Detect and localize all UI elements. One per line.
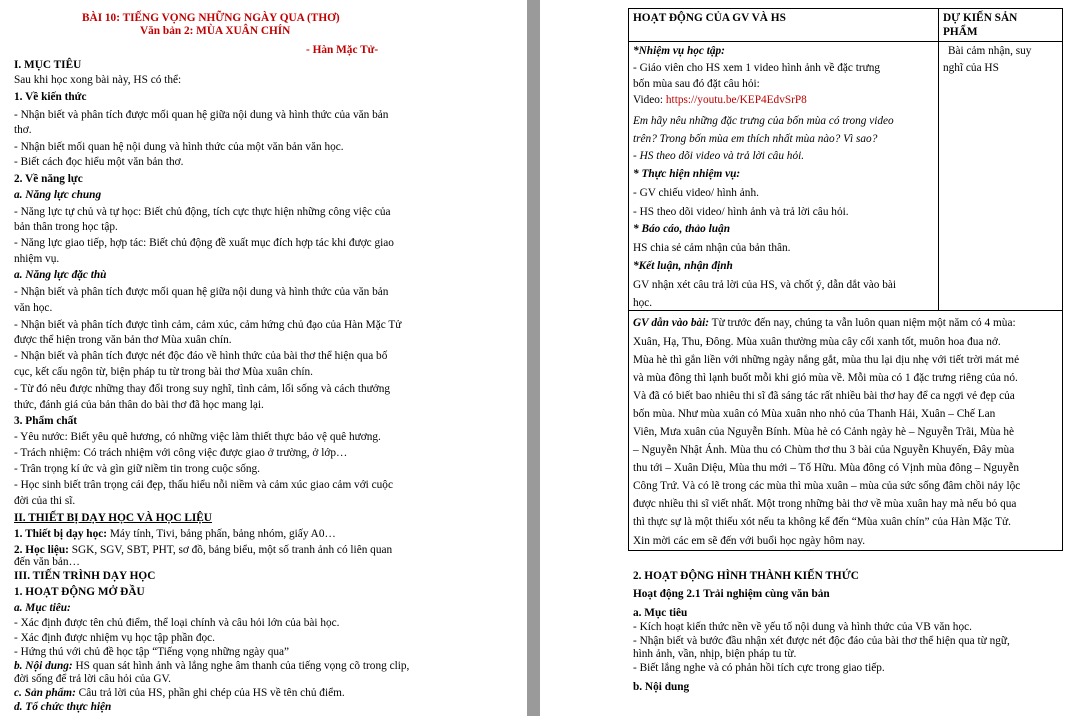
- table-header-product-cont: PHẨM: [943, 26, 978, 38]
- paragraph: - Trách nhiệm: Có trách nhiệm với công việc được giao ở trường, ở lớp…: [14, 447, 348, 459]
- paragraph: Công Trứ. Và có lẽ trong các mùa thì mùa xuân – mùa của sức sống đâm chồi nảy lộc: [633, 480, 1021, 492]
- paragraph: HS chia sẻ cảm nhận của bản thân.: [633, 242, 791, 254]
- step-label: * Báo cáo, thảo luận: [633, 223, 730, 235]
- table-column-divider: [938, 8, 939, 311]
- paragraph: 2. Học liệu: SGK, SGV, SBT, PHT, sơ đồ, bảng biểu, một số tranh ảnh có liên quan: [14, 544, 393, 556]
- paragraph: được nhiều thi sĩ viết nhất. Một trong những bài thơ về mùa xuân hay mà nếu bỏ qua: [633, 498, 1017, 510]
- section-heading: 2. HOẠT ĐỘNG HÌNH THÀNH KIẾN THỨC: [633, 570, 859, 582]
- paragraph: Xuân, Hạ, Thu, Đông. Mùa xuân thường mùa cây cối xanh tốt, muôn hoa đua nở.: [633, 336, 1001, 348]
- paragraph: GV dẫn vào bài: Từ trước đến nay, chúng ta vẫn luôn quan niệm một năm có 4 mùa:: [633, 317, 1016, 329]
- task-label: *Nhiệm vụ học tập:: [633, 45, 725, 57]
- paragraph: đời sống để trả lời câu hỏi của GV.: [14, 673, 171, 685]
- paragraph: bản thân trong học tập.: [14, 221, 118, 233]
- section-heading: II. THIẾT BỊ DẠY HỌC VÀ HỌC LIỆU: [14, 512, 212, 524]
- paragraph: thu tới – Xuân Diệu, Mùa thu mới – Tố Hữu. Mùa đông có Vịnh mùa đông – Nguyễn: [633, 462, 1020, 474]
- paragraph: - Nhận biết và phân tích được mối quan hệ giữa nội dung và hình thức của văn bản: [14, 286, 389, 298]
- paragraph: - Biết cách đọc hiểu một văn bản thơ.: [14, 156, 184, 168]
- author: - Hàn Mặc Tử-: [306, 44, 379, 56]
- subsection-heading: 2. Về năng lực: [14, 173, 83, 185]
- paragraph: - HS theo dõi video và trả lời câu hỏi.: [633, 150, 805, 162]
- paragraph: - Yêu nước: Biết yêu quê hương, có những việc làm thiết thực bảo vệ quê hương.: [14, 431, 381, 443]
- paragraph: - Trân trọng kí ức và gìn giữ niềm tin trong cuộc sống.: [14, 463, 261, 475]
- paragraph: - GV chiếu video/ hình ảnh.: [633, 187, 759, 199]
- step-label: * Thực hiện nhiệm vụ:: [633, 168, 741, 180]
- paragraph: hình ảnh, vần, nhịp, biện pháp tu từ.: [633, 648, 797, 660]
- paragraph: b. Nội dung: HS quan sát hình ảnh và lắng nghe âm thanh của tiếng vọng cõ trong clip,: [14, 660, 410, 672]
- paragraph: - Nhận biết và phân tích được nét độc đáo về hình thức của bài thơ thể hiện qua bố: [14, 350, 388, 362]
- paragraph: - Từ đó nêu được những thay đổi trong suy nghĩ, tình cảm, lối sống và cách thưởng: [14, 383, 391, 395]
- question: Em hãy nêu những đặc trưng của bốn mùa có trong video: [633, 115, 894, 127]
- paragraph: - Kích hoạt kiến thức nền về yếu tố nội dung và hình thức của VB văn học.: [633, 621, 972, 633]
- subsection-heading: a. Mục tiêu:: [14, 602, 71, 614]
- paragraph: c. Sản phẩm: Câu trả lời của HS, phần ghi chép của HS về tên chủ điểm.: [14, 687, 345, 699]
- paragraph: và mùa đông thì lạnh buốt mỗi khi gió mùa về. Mỗi mùa có 1 đặc trưng riêng của nó.: [633, 372, 1018, 384]
- paragraph: – Nguyễn Nhật Ánh. Mùa thu có Chùm thơ thu 3 bài của Nguyễn Khuyến, Đây mùa: [633, 444, 1015, 456]
- paragraph: - Năng lực giao tiếp, hợp tác: Biết chủ động đề xuất mục đích hợp tác khi được giao: [14, 237, 394, 249]
- paragraph: - Nhận biết và bước đầu nhận xét được nét độc đáo của bài thơ thể hiện qua từ ngữ,: [633, 635, 1010, 647]
- video-link[interactable]: https://youtu.be/KEP4EdvSrP8: [665, 94, 807, 106]
- paragraph: thì thực sự là một thiếu xót nếu ta không kể đến “Mùa xuân chín” của Hàn Mặc Tử.: [633, 516, 1011, 528]
- paragraph: cục, kết cấu ngôn từ, biện pháp tu từ trong bài thơ Mùa xuân chín.: [14, 366, 314, 378]
- paragraph: bốn mùa. Như mùa xuân có Mùa xuân nho nhỏ của Thanh Hải, Xuân – Chế Lan: [633, 408, 996, 420]
- paragraph: Sau khi học xong bài này, HS có thể:: [14, 74, 182, 86]
- paragraph: - Nhận biết và phân tích được tình cảm, cảm xúc, cảm hứng chủ đạo của Hàn Mặc Tử: [14, 319, 402, 331]
- table-header-activity: HOẠT ĐỘNG CỦA GV VÀ HS: [633, 12, 786, 24]
- subsection-heading: a. Mục tiêu: [633, 607, 688, 619]
- paragraph: GV nhận xét câu trả lời của HS, và chốt ý, dẫn dắt vào bài: [633, 279, 897, 291]
- lesson-title: BÀI 10: TIẾNG VỌNG NHỮNG NGÀY QUA (THƠ): [82, 12, 340, 24]
- subsection-heading: Hoạt động 2.1 Trải nghiệm cùng văn bản: [633, 588, 830, 600]
- table-header-product: DỰ KIẾN SẢN: [943, 12, 1018, 24]
- paragraph: - Xác định được nhiệm vụ học tập phần đọc.: [14, 632, 215, 644]
- text-subtitle: Văn bản 2: MÙA XUÂN CHÍN: [140, 25, 291, 37]
- question: trên? Trong bốn mùa em thích nhất mùa nào? Vì sao?: [633, 133, 878, 145]
- section-heading: I. MỤC TIÊU: [14, 59, 82, 71]
- paragraph: 1. Thiết bị dạy học: Máy tính, Tivi, bảng phấn, bảng nhóm, giấy A0…: [14, 528, 336, 540]
- subsection-heading: d. Tổ chức thực hiện: [14, 701, 112, 713]
- paragraph: đến văn bản…: [14, 556, 80, 568]
- paragraph: - Năng lực tự chủ và tự học: Biết chủ động, tích cực thực hiện những công việc của: [14, 206, 391, 218]
- paragraph: văn học.: [14, 302, 53, 314]
- subsection-heading: 1. HOẠT ĐỘNG MỞ ĐẦU: [14, 586, 145, 598]
- paragraph: nhiệm vụ.: [14, 253, 60, 265]
- paragraph: thức, đánh giá của bản thân do bài thơ đã học mang lại.: [14, 399, 264, 411]
- paragraph: - Biết lắng nghe và có phản hồi tích cực trong giao tiếp.: [633, 662, 885, 674]
- product-cell: Bài cảm nhận, suy: [948, 45, 1032, 57]
- subsection-heading: b. Nội dung: [633, 681, 690, 693]
- step-label: *Kết luận, nhận định: [633, 260, 733, 272]
- paragraph: - Nhận biết và phân tích được mối quan hệ giữa nội dung và hình thức của văn bản: [14, 109, 389, 121]
- subsection-heading: a. Năng lực đặc thù: [14, 269, 107, 281]
- paragraph: Và đã có biết bao nhiêu thi sĩ đã sáng tác rất nhiều bài thơ hay để ca ngợi vẻ đẹp của: [633, 390, 1015, 402]
- paragraph: - Học sinh biết trân trọng cái đẹp, thấu hiểu nỗi niềm và cảm xúc giao cảm với cuộc: [14, 479, 393, 491]
- paragraph: học.: [633, 297, 653, 309]
- subsection-heading: a. Năng lực chung: [14, 189, 102, 201]
- paragraph: thơ.: [14, 124, 32, 136]
- paragraph: - Giáo viên cho HS xem 1 video hình ảnh về đặc trưng: [633, 62, 881, 74]
- paragraph: - Hứng thú với chủ đề học tập “Tiếng vọng những ngày qua”: [14, 646, 290, 658]
- table-header-divider: [628, 41, 1063, 42]
- subsection-heading: 1. Về kiến thức: [14, 91, 87, 103]
- subsection-heading: 3. Phẩm chất: [14, 415, 78, 427]
- paragraph: Mùa hè thì gắn liền với những ngày nắng gắt, mùa thu lại dịu nhẹ với tiết trời mát mẻ: [633, 354, 1020, 366]
- section-heading: III. TIẾN TRÌNH DẠY HỌC: [14, 570, 156, 582]
- paragraph: Xin mời các em sẽ đến với buổi học ngày hôm nay.: [633, 535, 866, 547]
- paragraph: - Xác định được tên chủ điểm, thể loại chính và câu hỏi lớn của bài học.: [14, 617, 340, 629]
- paragraph: Video: https://youtu.be/KEP4EdvSrP8: [633, 94, 807, 106]
- paragraph: đời của thi sĩ.: [14, 495, 76, 507]
- product-cell: nghĩ của HS: [943, 62, 999, 74]
- paragraph: được thể hiện trong văn bản thơ Mùa xuân chín.: [14, 334, 232, 346]
- paragraph: - HS theo dõi video/ hình ảnh và trả lời câu hỏi.: [633, 206, 849, 218]
- paragraph: Viên, Mưa xuân của Nguyễn Bính. Mùa hè có Cảnh ngày hè – Nguyễn Trãi, Mùa hè: [633, 426, 1014, 438]
- document-page-left: [0, 0, 527, 716]
- paragraph: - Nhận biết mối quan hệ nội dung và hình thức của một văn bản văn học.: [14, 141, 344, 153]
- document-page-right: [540, 0, 1067, 716]
- paragraph: bốn mùa sau đó đặt câu hỏi:: [633, 78, 760, 90]
